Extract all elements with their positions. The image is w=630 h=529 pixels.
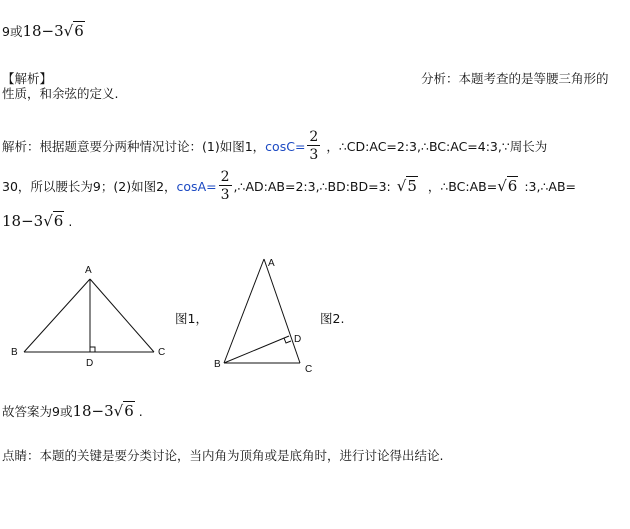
sqrt-5: √5 <box>396 177 417 195</box>
line3-b: 3 <box>33 212 44 230</box>
figure-2 <box>224 259 300 363</box>
conclusion-sqrt: √6 <box>113 402 134 420</box>
fig2-label-c: C <box>305 364 313 375</box>
answer-expr-a: 18 <box>22 22 42 40</box>
comment-line: 点睛：本题的关键是要分类讨论，当内角为顶角或是底角时，进行讨论得出结论. <box>2 448 444 463</box>
answer-prefix: 9或 <box>2 24 23 39</box>
fig2-altitude-bd <box>224 336 289 363</box>
conclusion-a: 18 <box>72 402 92 420</box>
line3-minus: − <box>21 212 34 230</box>
sqrt-5-radicand: 5 <box>407 177 417 195</box>
cosA-eq: = <box>206 178 217 194</box>
fig1-side-ac <box>90 279 154 352</box>
answer-sqrt: √6 <box>63 22 84 40</box>
answer-radicand: 6 <box>74 22 84 40</box>
fig2-right-angle-mark <box>284 338 291 343</box>
conclusion-line <box>2 402 143 420</box>
fig1-label-b: B <box>11 347 18 358</box>
cosC-label: cosC <box>265 138 295 154</box>
conclusion-radicand: 6 <box>124 402 134 420</box>
line3-sqrt: √6 <box>43 212 64 230</box>
cosC-eq: = <box>294 138 306 154</box>
fig2-label-a: A <box>268 258 275 269</box>
fraction-1-num: 2 <box>309 129 319 145</box>
fig2-side-ac <box>264 259 300 363</box>
fig2-label-d: D <box>294 334 302 345</box>
analysis-fenxi: 分析：本题考查的是等腰三角形的 <box>421 71 609 86</box>
fig1-side-ab <box>24 279 90 352</box>
solution-after-frac2: ,∴AD:AB=2:3,∴BD:BD=3: <box>233 178 391 194</box>
fig2-label-b: B <box>214 359 221 370</box>
line3-radicand: 6 <box>53 212 64 230</box>
fraction-1-den: 3 <box>309 147 319 163</box>
conclusion-b: 3 <box>104 402 114 420</box>
fig1-label-c: C <box>158 347 166 358</box>
fraction-2-num: 2 <box>220 169 230 185</box>
sqrt-6: √6 <box>497 177 518 195</box>
fig1-label-d: D <box>86 358 94 369</box>
conclusion-minus: − <box>91 402 105 420</box>
fig1-right-angle-mark <box>90 347 95 352</box>
solution-after-sqrt6: :3,∴AB= <box>524 178 577 194</box>
line3-end: . <box>68 214 73 229</box>
solution-after-sqrt5: ，∴BC:AB= <box>427 179 498 194</box>
solution-line2-start: 30，所以腰长为9；(2)如图2， <box>2 179 177 194</box>
conclusion-end: . <box>138 404 143 419</box>
fraction-2-den: 3 <box>220 187 230 203</box>
analysis-fenxi-cont: 性质，和余弦的定义. <box>2 86 119 101</box>
solution-after-frac1: ，∴CD:AC=2:3,∴BC:AC=4:3,∵周长为 <box>326 139 548 154</box>
answer-expr-b: 3 <box>54 22 64 40</box>
fig1-caption: 图1， <box>175 311 208 326</box>
fig2-side-ab <box>224 259 264 363</box>
analysis-label: 【解析】 <box>2 71 53 86</box>
line3-a: 18 <box>2 212 22 230</box>
answer-minus: − <box>41 22 55 40</box>
solution-intro: 解析：根据题意要分两种情况讨论：(1)如图1， <box>2 139 266 154</box>
sqrt-6-radicand: 6 <box>507 177 518 195</box>
cosA-label: cosA <box>176 178 207 194</box>
fig2-caption: 图2. <box>320 311 345 326</box>
fig1-label-a: A <box>85 265 92 276</box>
conclusion-prefix: 故答案为9或 <box>2 404 73 419</box>
